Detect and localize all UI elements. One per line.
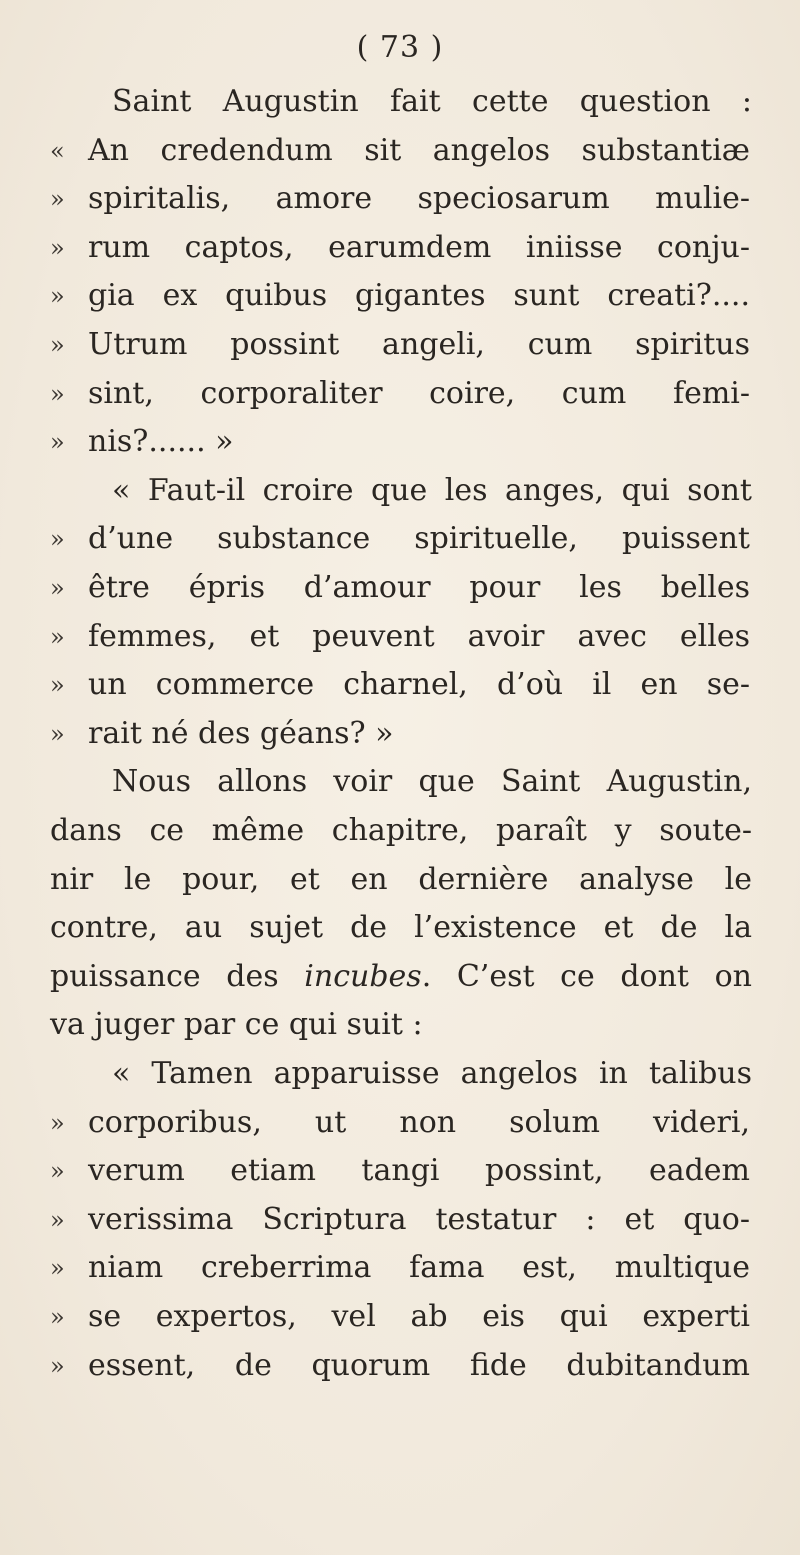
line-text: « Tamen apparuisse angelos in talibus [112, 1056, 752, 1091]
quote-mark: » [50, 719, 65, 748]
line-text: nis?...... » [88, 424, 234, 460]
quote-mark: » [50, 1351, 65, 1380]
quote-mark: » [50, 282, 65, 311]
quote-mark: » [50, 622, 65, 651]
quote-mark: » [50, 1108, 65, 1137]
quote-mark: » [50, 1254, 65, 1283]
page-number: ( 73 ) [356, 30, 444, 65]
quote-mark: » [50, 185, 65, 214]
line-text: sint, corporaliter coire, cum femi- [88, 375, 750, 411]
quote-mark: » [50, 428, 65, 457]
quote-mark: » [50, 525, 65, 554]
line-text: se expertos, vel ab eis qui experti [88, 1299, 750, 1334]
quote-mark: » [50, 574, 65, 602]
line-text: Saint Augustin fait cette question : [112, 84, 752, 119]
quote-mark: » [50, 331, 65, 359]
line-text: nir le pour, et en dernière analyse le [50, 861, 752, 897]
line-text: être épris d’amour pour les belles [88, 570, 750, 605]
quote-mark: » [50, 1303, 65, 1331]
line-text: rait né des géans? » [88, 715, 394, 751]
line-text: verum etiam tangi possint, eadem [88, 1153, 750, 1189]
line-text: dans ce même chapitre, paraît y soute- [50, 813, 752, 848]
line-text: un commerce charnel, d’où il en se- [88, 667, 750, 703]
line-text: puissance des incubes. C’est ce dont on [50, 958, 752, 994]
line-text: d’une substance spirituelle, puissent [88, 521, 750, 557]
quote-mark: » [50, 379, 65, 408]
quote-mark: » [50, 233, 65, 262]
line-text: niam creberrima fama est, multique [88, 1250, 750, 1286]
line-text: spiritalis, amore speciosarum mulie- [88, 181, 750, 217]
line-text: femmes, et peuvent avoir avec elles [88, 618, 750, 654]
line-text: corporibus, ut non solum videri, [88, 1104, 750, 1140]
line-text: contre, au sujet de l’existence et de la [50, 910, 752, 946]
line-text: Utrum possint angeli, cum spiritus [88, 327, 750, 362]
line-text: « Faut-il croire que les anges, qui sont [112, 472, 752, 508]
quote-mark: » [50, 671, 65, 700]
quote-mark: » [50, 1205, 65, 1234]
quote-mark: » [50, 1157, 65, 1186]
quote-mark: « [50, 136, 65, 165]
line-text: essent, de quorum fide dubitandum [88, 1347, 750, 1383]
line-text: rum captos, earumdem iniisse conju- [88, 229, 750, 265]
line-text: Nous allons voir que Saint Augustin, [112, 764, 752, 800]
line-text: An credendum sit angelos substantiæ [88, 132, 750, 168]
line-text: va juger par ce qui suit : [50, 1007, 423, 1043]
italic-word: incubes [304, 958, 422, 994]
line-text: gia ex quibus gigantes sunt creati?.... [88, 278, 750, 314]
line-text: verissima Scriptura testatur : et quo- [88, 1201, 750, 1237]
